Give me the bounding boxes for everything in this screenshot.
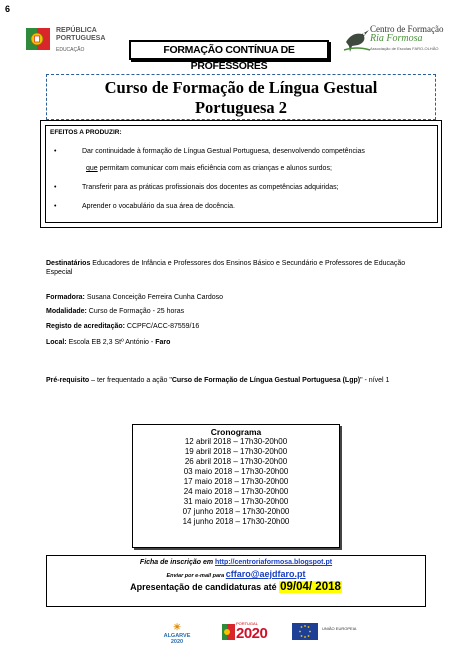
inscription-box (46, 555, 426, 607)
cf-name-line2: Ria Formosa (370, 33, 423, 44)
info-modalidade (46, 307, 426, 316)
inscription-email-line (47, 569, 425, 579)
algarve-year: 2020 (170, 639, 184, 645)
mod-value: Curso de Formação - 25 horas (86, 308, 185, 315)
eu-flag-icon (292, 623, 318, 640)
form-value: Susana Conceição Ferreira Cunha Cardoso (84, 294, 224, 301)
portugal-2020-logo (222, 620, 282, 644)
gov-ministry: EDUCAÇÃO (56, 47, 85, 53)
effect-item-3 (54, 202, 429, 211)
pre-value: – ter frequentado a ação " (89, 377, 172, 384)
mod-label: Modalidade: (46, 308, 87, 315)
info-pre-requisito (46, 376, 426, 385)
deadline-line (47, 581, 425, 593)
cf-association: Associação de Escolas FARO-OLHÃO (370, 46, 439, 51)
effect-item-1 (54, 147, 429, 156)
heron-bird-icon (342, 24, 372, 54)
page-corner-mark: 6 (5, 4, 11, 14)
training-centre-logo (342, 22, 454, 58)
cronograma-session: 12 abril 2018 – 17h30-20h00 (184, 437, 288, 446)
effect-item-3-text: Aprender o vocabulário da sua área de docência. (82, 203, 235, 210)
cronograma-session: 24 maio 2018 – 17h30-20h00 (183, 487, 289, 496)
dest-value: Educadores de Infância e Professores dos Ensinos Básico e Secundário e Professores de Educação Especial (46, 260, 406, 276)
pre-label: Pré-requisito (46, 377, 90, 384)
government-logo (24, 24, 124, 58)
cronograma-session: 17 maio 2018 – 17h30-20h00 (183, 477, 289, 486)
p2020-text: 2020 (236, 625, 268, 642)
algarve-text: ALGARVE (163, 633, 191, 639)
cronograma-title: Cronograma (210, 427, 262, 437)
reg-value: CCPFC/ACC-87559/16 (124, 323, 200, 330)
portugal-emblem-icon (24, 24, 52, 54)
sun-icon: ☀ (172, 622, 182, 632)
deadline-date: 09/04/ 2018 (280, 581, 341, 593)
eu-text: UNIÃO EUROPEIA (322, 626, 357, 631)
info-local (46, 338, 426, 347)
bullet-icon: • (54, 203, 57, 210)
cf-name-line1: Centro de Formação (370, 24, 444, 34)
form-label: Formadora: (46, 294, 85, 301)
inscription-form-line (47, 559, 425, 566)
course-title (46, 74, 436, 120)
portugal-text: PORTUGAL (236, 621, 258, 626)
cronograma-box (132, 424, 340, 548)
cronograma-session: 14 junho 2018 – 17h30-20h00 (182, 517, 290, 526)
cronograma-session: 26 abril 2018 – 17h30-20h00 (184, 457, 288, 466)
effects-heading: EFEITOS A PRODUZIR: (50, 129, 122, 136)
header-title: FORMAÇÃO CONTÍNUA DE PROFESSORES (129, 40, 329, 60)
cronograma-session: 31 maio 2018 – 17h30-20h00 (183, 497, 289, 506)
effect-item-1-cont-text: permitam comunicar com mais eficiência com as crianças e alunos surdos; (97, 165, 332, 172)
email-label: Enviar por e-mail para (166, 573, 226, 579)
government-text (56, 27, 105, 54)
blog-link[interactable]: http://centroriaformosa.blogspot.pt (215, 559, 333, 566)
effect-item-1-underlined-word: que (86, 165, 98, 172)
info-registo (46, 322, 426, 331)
pre-course: Curso de Formação de Língua Gestual Portuguesa (Lgp) (171, 377, 361, 384)
effects-box (40, 120, 442, 228)
info-destinatarios (46, 259, 426, 277)
effect-item-2 (54, 183, 429, 192)
effect-item-1-continuation (54, 164, 429, 173)
course-title-line1: Curso de Formação de Língua Gestual (104, 78, 378, 97)
cronograma-session: 07 junho 2018 – 17h30-20h00 (182, 507, 290, 516)
dest-label: Destinatários (46, 260, 91, 267)
training-centre-text (370, 24, 443, 54)
bullet-icon: • (54, 184, 57, 191)
algarve-2020-logo (152, 622, 202, 644)
loc-label: Local: (46, 339, 67, 346)
gov-name-line2: PORTUGUESA (56, 35, 106, 42)
footer-logos (152, 620, 362, 644)
effects-inner-box (45, 125, 438, 223)
effect-item-2-text: Transferir para as práticas profissionais dos docentes as competências adquiridas; (82, 184, 339, 191)
reg-label: Registo de acreditação: (46, 323, 125, 330)
effect-item-1-text: Dar continuidade à formação de Língua Gestual Portuguesa, desenvolvendo competências (82, 148, 365, 155)
document-page (2, 2, 464, 659)
loc-value: Escola EB 2,3 Stº António - (66, 339, 156, 346)
ficha-label: Ficha de inscrição em (139, 559, 216, 566)
course-title-line2: Portuguesa 2 (194, 98, 288, 117)
bullet-icon: • (54, 148, 57, 155)
email-link[interactable]: cffaro@aejdfaro.pt (225, 569, 306, 579)
info-formadora (46, 293, 426, 302)
cronograma-session: 03 maio 2018 – 17h30-20h00 (183, 467, 289, 476)
portugal-shield-icon (222, 624, 235, 640)
deadline-label: Apresentação de candidaturas até (130, 582, 280, 592)
cronograma-session: 19 abril 2018 – 17h30-20h00 (184, 447, 288, 456)
loc-city: Faro (155, 339, 171, 346)
gov-name-line1: REPÚBLICA (56, 27, 97, 34)
pre-end: " - nível 1 (360, 377, 390, 384)
